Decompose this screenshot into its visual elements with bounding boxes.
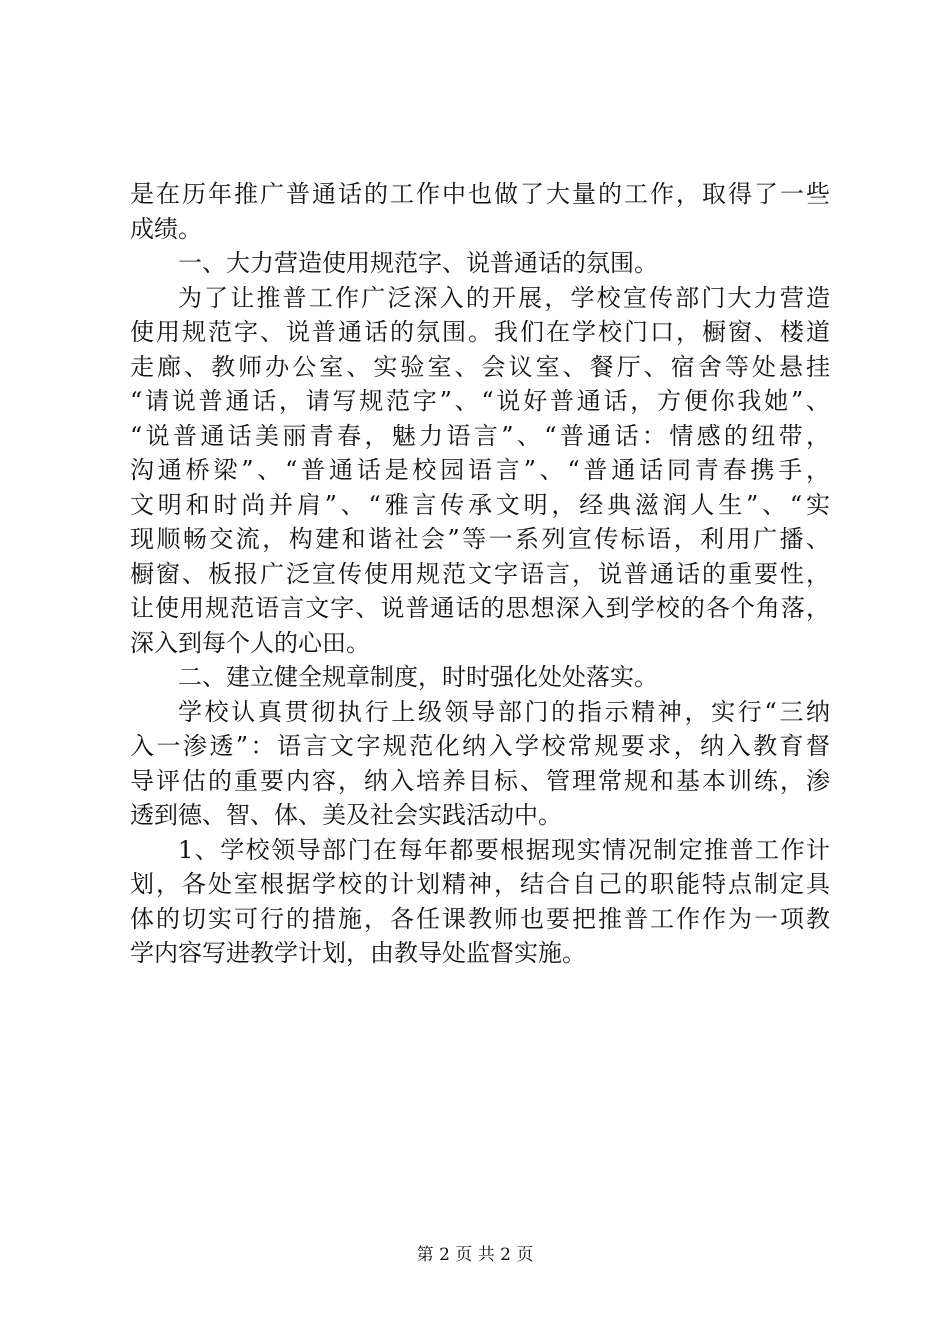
paragraph-regulations xyxy=(130,695,830,833)
text-line: 走廊、教师办公室、实验室、会议室、餐厅、宿舍等处悬挂 xyxy=(130,352,830,381)
section-heading-2 xyxy=(130,660,830,695)
text-line: 让使用规范语言文字、说普通话的思想深入到学校的各个角落， xyxy=(130,594,830,622)
text-line: 导评估的重要内容，纳入培养目标、管理常规和基本训练，渗 xyxy=(130,766,830,795)
paragraph-atmosphere xyxy=(130,281,830,661)
text-line: 体的切实可行的措施，各任课教师也要把推普工作作为一项教 xyxy=(130,904,830,933)
text-line: 文明和时尚并肩”、“雅言传承文明，经典滋润人生”、“实 xyxy=(130,490,830,519)
text-line: 透到德、智、体、美及社会实践活动中。 xyxy=(130,801,562,829)
text-line: 是在历年推广普通话的工作中也做了大量的工作，取得了一些 xyxy=(130,180,830,208)
document-body xyxy=(130,177,830,971)
text-line: 学校认真贯彻执行上级领导部门的指示精神，实行“三纳 xyxy=(178,697,830,726)
heading-line: 二、建立健全规章制度，时时强化处处落实。 xyxy=(178,663,658,691)
page-number-label: 第 2 页 共 2 页 xyxy=(416,1245,534,1265)
text-line: 学内容写进教学计划，由教导处监督实施。 xyxy=(130,939,586,967)
text-line: 为了让推普工作广泛深入的开展，学校宣传部门大力营造 xyxy=(178,283,830,312)
page-footer xyxy=(0,1244,950,1266)
text-line: 现顺畅交流，构建和谐社会”等一系列宣传标语，利用广播、 xyxy=(130,525,830,553)
text-line: 成绩。 xyxy=(130,214,202,243)
text-line: 沟通桥梁”、“普通话是校园语言”、“普通话同青春携手， xyxy=(130,456,830,484)
text-line: 橱窗、板报广泛宣传使用规范文字语言，说普通话的重要性， xyxy=(130,559,830,588)
paragraph-item-1 xyxy=(130,833,830,971)
text-line: 入一渗透”：语言文字规范化纳入学校常规要求，纳入教育督 xyxy=(130,732,830,760)
text-line: “请说普通话，请写规范字”、“说好普通话，方便你我她”、 xyxy=(130,387,830,415)
text-line: 划，各处室根据学校的计划精神，结合自己的职能特点制定具 xyxy=(130,870,830,898)
text-line: 使用规范字、说普通话的氛围。我们在学校门口，橱窗、楼道 xyxy=(130,318,830,346)
paragraph-continuation xyxy=(130,177,830,246)
text-line: “说普通话美丽青春，魅力语言”、“普通话：情感的纽带， xyxy=(130,421,830,450)
heading-line: 一、大力营造使用规范字、说普通话的氛围。 xyxy=(178,249,658,277)
text-line: 1、学校领导部门在每年都要根据现实情况制定推普工作计 xyxy=(178,835,830,864)
section-heading-1 xyxy=(130,246,830,281)
text-line: 深入到每个人的心田。 xyxy=(130,628,370,657)
